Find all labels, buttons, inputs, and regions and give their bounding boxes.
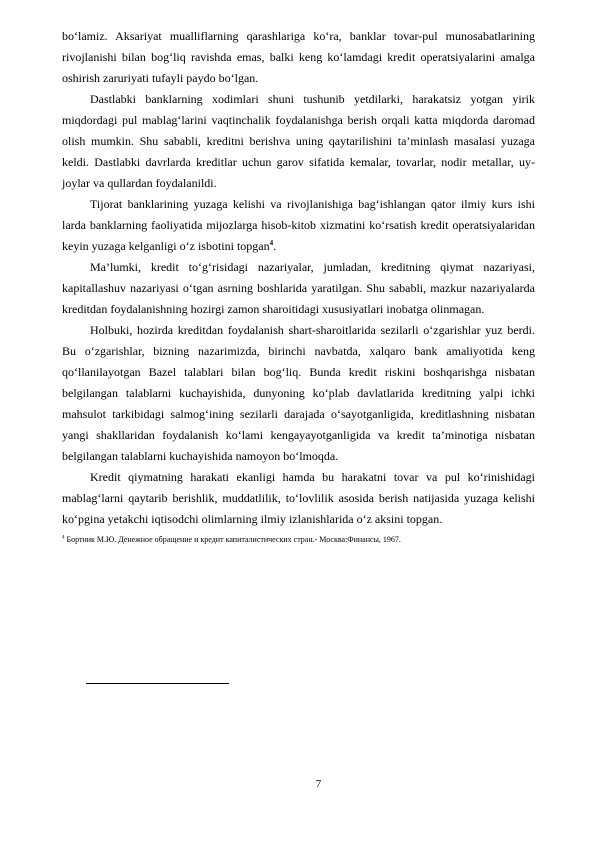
footnote-reference[interactable]: 4 xyxy=(269,239,274,247)
paragraph-4: Holbuki, hozirda kreditdan foydalanish shart-sharoitlarida sezilarli o‘zgarishlar yuz berdi. Bu o‘zgarishlar, bizning nazarimizda, birinchi navbatda, xalqaro bank amaliyotida keng qo‘llanilayotgan Bazel talablari bilan bog‘liq. Bunda kredit riskini boshqarishga nisbatan belgilangan talablarni kuchayishida, dunyoning ko‘plab davlatlarida kreditning yalpi ichki mahsulot tarkibidagi salmog‘ining sezilarli darajada o‘sayotganligida, kreditlashning nisbatan yangi shakllaridan foydalanish ko‘lami kengayayotganligida va kredit ta’minotiga nisbatan belgilangan talablarni kuchayishida namoyon bo‘lmoqda. xyxy=(62,323,535,463)
paragraph-2-end: . xyxy=(273,239,277,253)
footnote-mark: 4 xyxy=(62,535,65,541)
document-body xyxy=(62,26,535,546)
paragraph-1: Dastlabki banklarning xodimlari shuni tushunib yetdilarki, harakatsiz yotgan yirik miqdordagi pul mablag‘larini vaqtinchalik foydalanishga berish orqali katta miqdorda daromad olish mumkin. Shu sababli, kreditni berishva uning qaytarilishini ta’minlash masalasi yuzaga keldi. Dastlabki davrlarda kreditlar uchun garov sifatida kemalar, tovarlar, nodir metallar, uy-joylar va qullardan foydalanildi. xyxy=(62,92,535,190)
footnote-text: Бортник М.Ю. Денежное обращение и кредит капиталистических стран.- Москва:Финансы, 1967. xyxy=(64,535,401,544)
paragraph-2-text: Tijorat banklarining yuzaga kelishi va rivojlanishiga bag‘ishlangan qator ilmiy kurs ishi larda banklarning faoliyatida mijozlarga hisob-kitob xizmatini ko‘rsatish kredit operatsiyalaridan keyin yuzaga kelganligi o‘z isbotini topgan xyxy=(62,197,535,253)
paragraph-5: Kredit qiymatning harakati ekanligi hamda bu harakatni tovar va pul ko‘rinishidagi mablag‘larni qaytarib berishlik, muddatlilik, to‘lovlilik asosida berish natijasida yuzaga kelishi ko‘pgina yetakchi iqtisodchi olimlarning ilmiy izlanishlarida o‘z aksini topgan. xyxy=(62,470,535,526)
paragraph-2 xyxy=(62,194,535,257)
page-number: 7 xyxy=(315,778,322,790)
footnote-separator xyxy=(86,683,229,684)
footnote xyxy=(62,534,535,546)
paragraph-3: Ma’lumki, kredit to‘g‘risidagi nazariyalar, jumladan, kreditning qiymat nazariyasi, kapitallashuv nazariyasi o‘tgan asrning boshlarida yaratilgan. Shu sababli, mazkur nazariyalarda kreditdan foydalanishning hozirgi zamon sharoitidagi xususiyatlari inobatga olinmagan. xyxy=(62,260,535,316)
paragraph-0: bo‘lamiz. Aksariyat mualliflarning qarashlariga ko‘ra, banklar tovar-pul munosabatlarining rivojlanishi bilan bog‘liq ravishda emas, balki keng ko‘lamdagi kredit operatsiyalarini amalga oshirish zaruriyati tufayli paydo bo‘lgan. xyxy=(62,29,535,85)
